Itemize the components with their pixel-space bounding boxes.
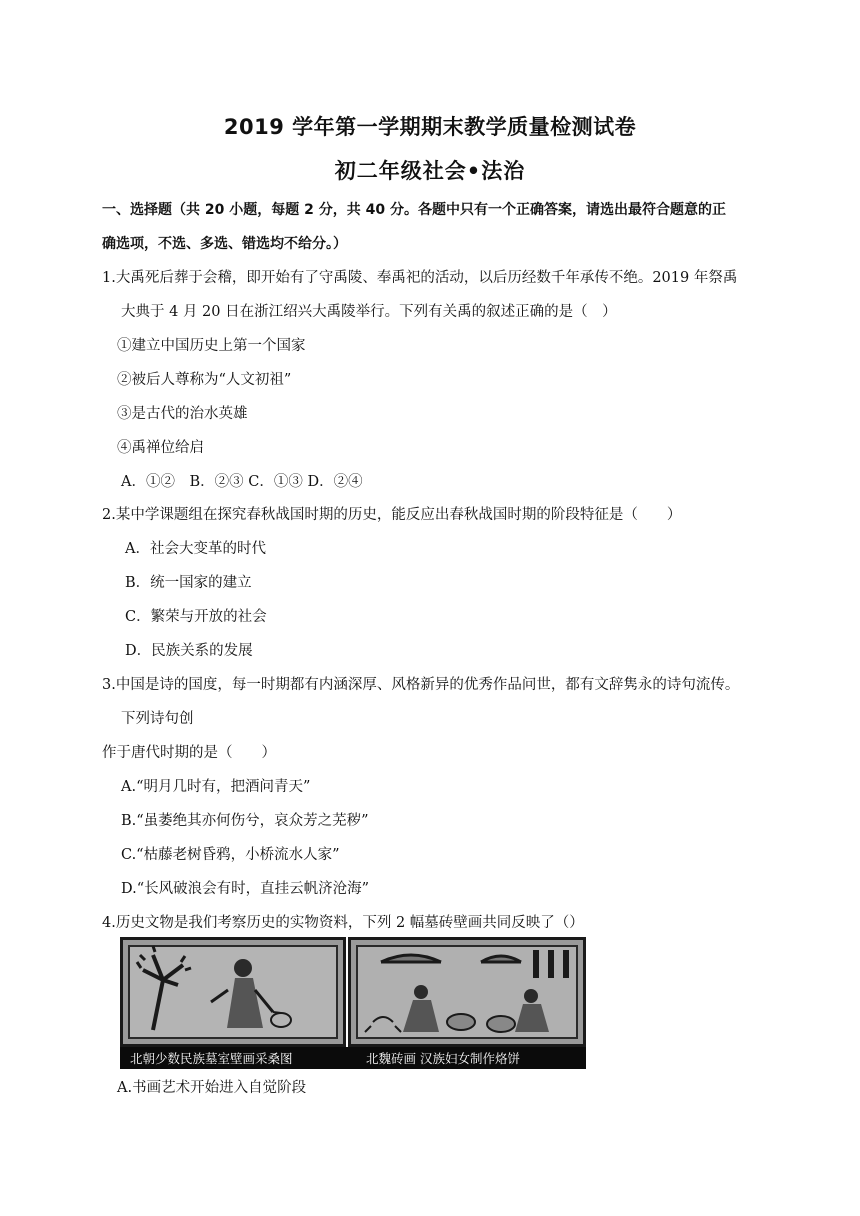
q4-option-a: A.书画艺术开始进入自觉阶段 [117,1080,307,1096]
mural-illustration-left [123,940,343,1044]
mural-caption-right: 北魏砖画 汉族妇女制作烙饼 [366,1051,520,1066]
q3-option: B.“虽萎绝其亦何伤兮，哀众芳之芜秽” [121,813,369,829]
q4-stem: 4.历史文物是我们考察历史的实物资料，下列 2 幅墓砖壁画共同反映了（） [102,915,584,931]
q1-item: ④禹禅位给启 [117,440,204,456]
q1-item: ②被后人尊称为“人文初祖” [117,372,292,388]
q1-item: ①建立中国历史上第一个国家 [117,338,306,354]
q1-stem-line1: 1.大禹死后葬于会稽，即开始有了守禹陵、奉禹祀的活动，以后历经数千年承传不绝。2019 年祭禹 [102,270,738,286]
exam-subtitle: 初二年级社会•法治 [334,159,526,183]
q3-stem-line1: 3.中国是诗的国度，每一时期都有内涵深厚、风格新异的优秀作品问世，都有文辞隽永的诗句流传。 [102,677,740,693]
exam-title: 2019 学年第一学期期末教学质量检测试卷 [223,115,637,139]
q3-stem-line3: 作于唐代时期的是（ ） [102,745,276,761]
q3-option: D.“长风破浪会有时，直挂云帆济沧海” [121,881,370,897]
q2-option: A．社会大变革的时代 [125,541,266,557]
mulberry-picking-mural [120,937,346,1047]
q2-option: C．繁荣与开放的社会 [125,609,267,625]
flatbread-making-mural [348,937,586,1047]
q3-option: C.“枯藤老树昏鸦，小桥流水人家” [121,847,340,863]
mural-caption-left: 北朝少数民族墓室壁画采桑图 [130,1051,293,1066]
q3-option: A.“明月几时有，把酒问青天” [121,779,311,795]
q1-item: ③是古代的治水英雄 [117,406,248,422]
q2-option: B．统一国家的建立 [125,575,252,591]
mural-figure [120,937,586,1069]
q2-stem: 2.某中学课题组在探究春秋战国时期的历史，能反应出春秋战国时期的阶段特征是（ ） [102,507,682,523]
q1-stem-line2: 大典于 4 月 20 日在浙江绍兴大禹陵举行。下列有关禹的叙述正确的是（ ） [121,304,617,320]
section-instructions-line1: 一、选择题（共 20 小题，每题 2 分，共 40 分。各题中只有一个正确答案，请选出最符合题意的正 [102,202,726,218]
q1-options: A．①② B．②③ C．①③ D．②④ [121,474,363,490]
section-instructions-line2: 确选项，不选、多选、错选均不给分。） [102,236,347,252]
q2-option: D．民族关系的发展 [125,643,253,659]
mural-illustration-right [351,940,583,1044]
q3-stem-line2: 下列诗句创 [121,711,194,727]
